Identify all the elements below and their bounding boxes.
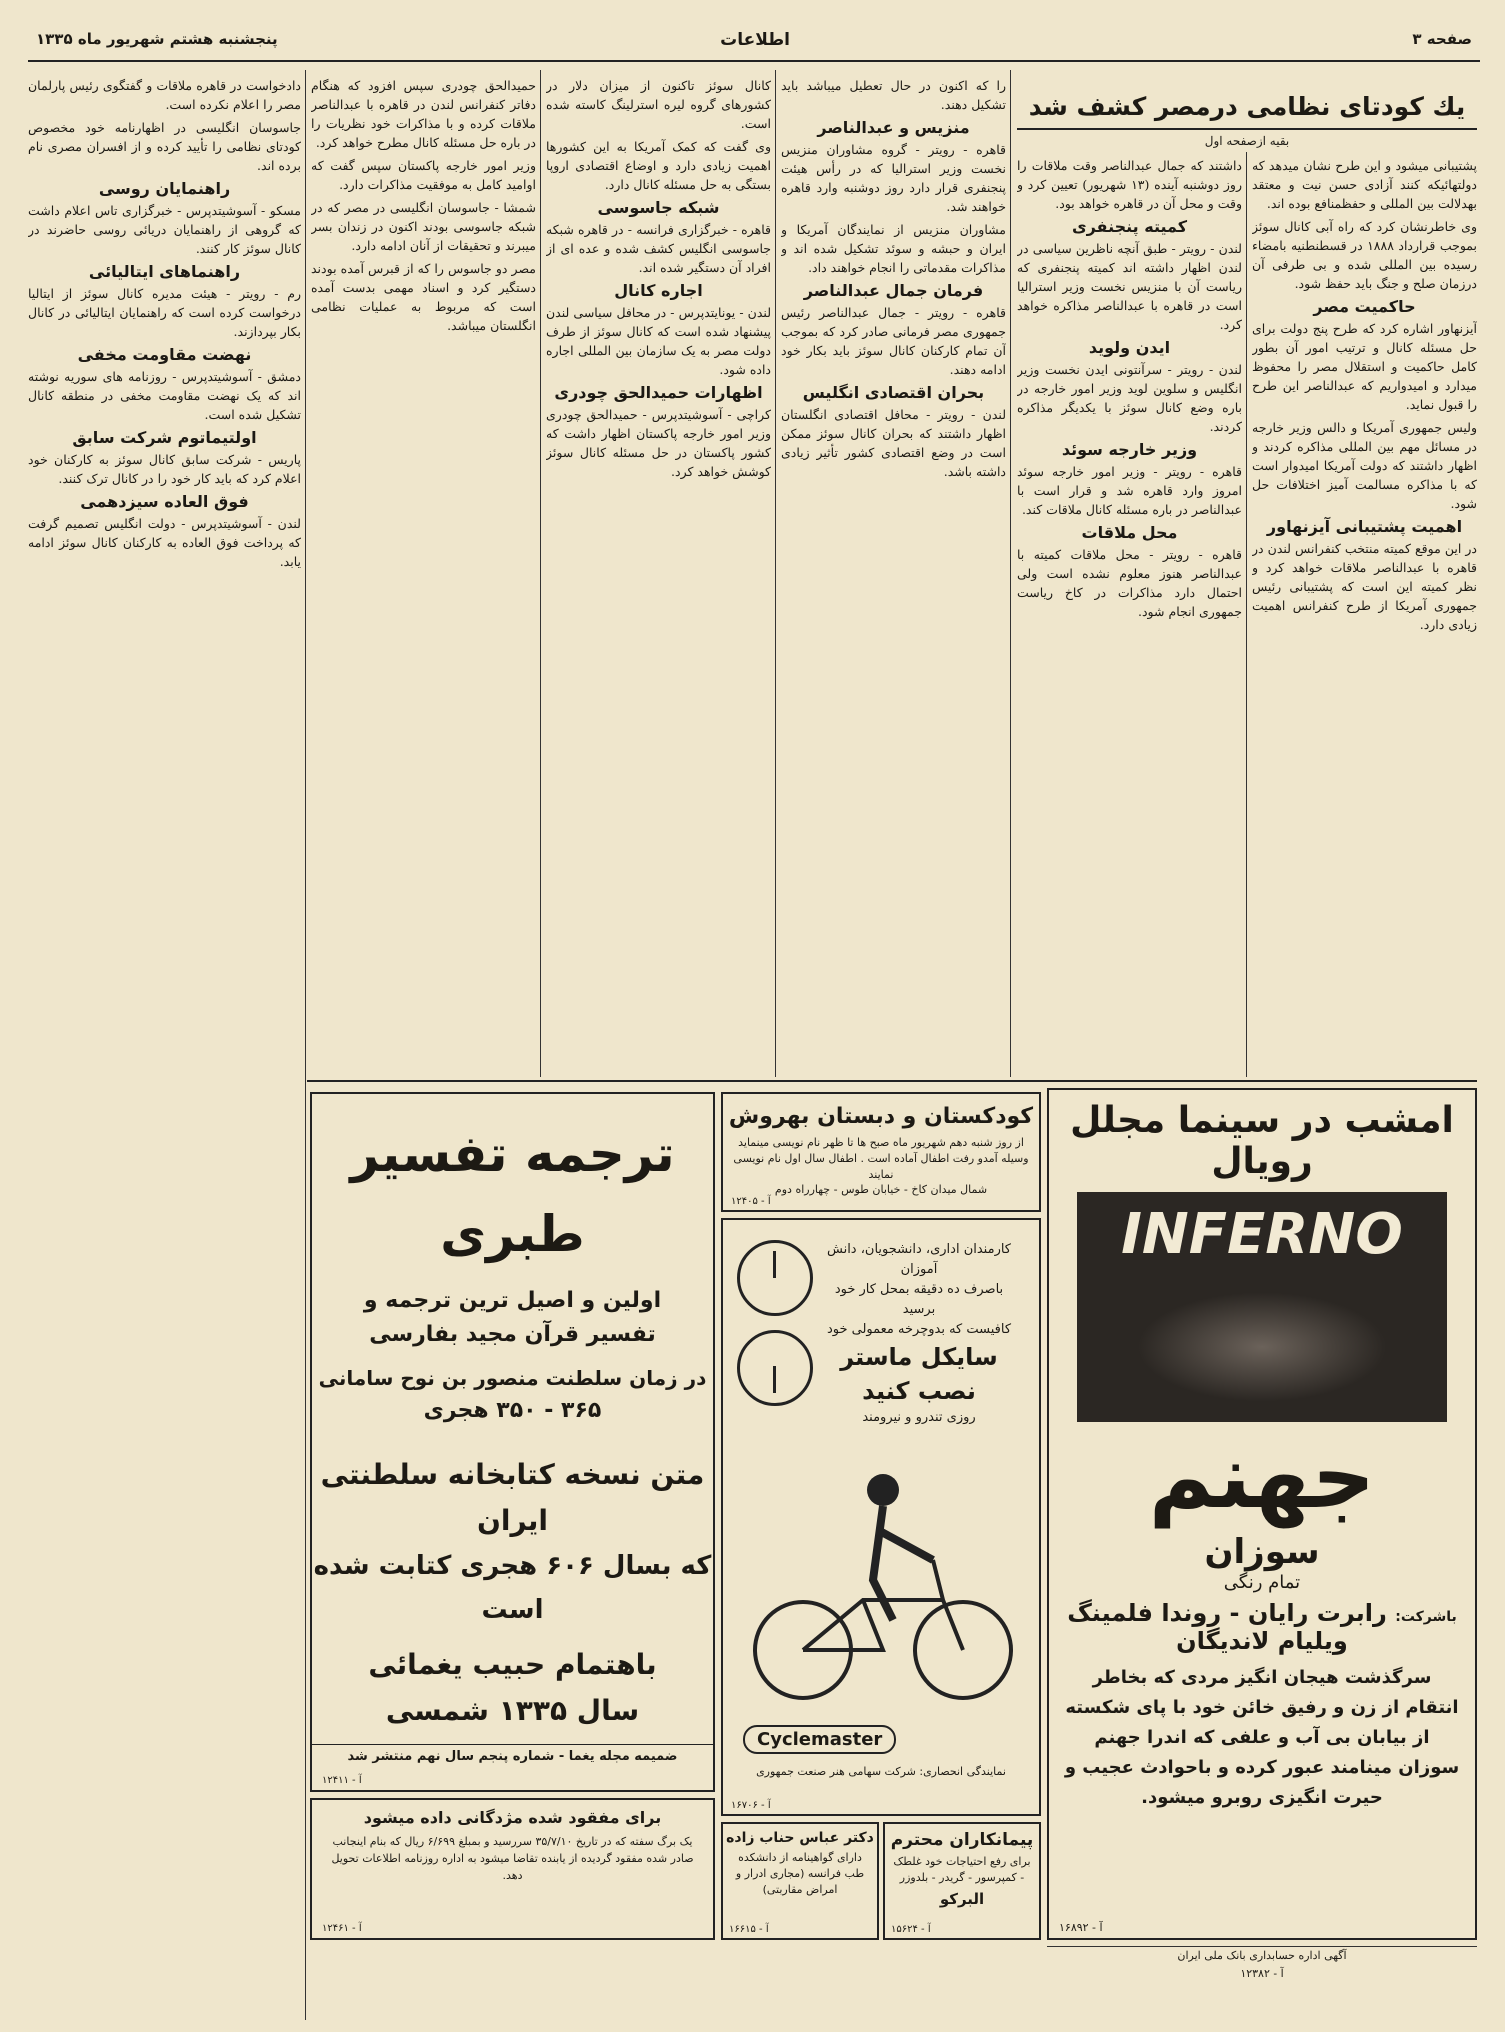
cast-3: ویلیام لاندیگان xyxy=(1176,1627,1348,1655)
contractor-ad xyxy=(883,1822,1041,1940)
contractor-title: پیمانکاران محترم xyxy=(890,1830,1034,1850)
ad-code: آ - ۱۲۴۱۱ xyxy=(322,1775,362,1786)
cycle-line-3: کافیست که بدوچرخه معمولی خود xyxy=(826,1322,1012,1337)
col6-s4 xyxy=(28,345,301,424)
film-poster-image xyxy=(1077,1192,1447,1422)
col6-s5 xyxy=(28,428,301,488)
section-text: جاسوسان انگلیسی در اظهارنامه خود مخصوص کودتای نظامی را تأیید کرده و از افسران مصری نام برده اند. xyxy=(28,120,301,173)
col1-s1 xyxy=(1252,217,1477,293)
col2-s2 xyxy=(1017,338,1242,436)
col6-s3 xyxy=(28,262,301,341)
section-text: مشاوران منزیس از نمایندگان آمریکا و ایران و حبشه و سوئد تشکیل شده اند و مذاکرات مقدماتی را انجام خواهند داد. xyxy=(781,222,1006,275)
doctor-text: دارای گواهینامه از دانشکده طب فرانسه (مجاری ادرار و امراض مقاربتی) xyxy=(735,1851,865,1896)
col2-s3 xyxy=(1017,440,1242,519)
section-heading: ایدن ولوید xyxy=(1088,338,1171,357)
tabari-line5: متن نسخه کتابخانه سلطنتی ایران xyxy=(320,1458,705,1537)
section-heading: محل ملاقات xyxy=(1081,523,1178,542)
section-heading: کمیته پنجنفری xyxy=(1071,217,1188,236)
ad-code: آ - ۱۲۴۰۵ xyxy=(731,1196,771,1207)
issue-date: پنجشنبه هشتم شهریور ماه ۱۳۳۵ xyxy=(36,30,278,48)
cast-label: باشرکت: xyxy=(1395,1609,1457,1625)
section-heading: اولتیماتوم شرکت سابق xyxy=(72,428,257,447)
col4-s4 xyxy=(546,383,771,481)
lost-text: یک برگ سفته که در تاریخ ۳۵/۷/۱۰ سررسید و بمبلغ ۶/۶۹۹ ریال که بنام اینجانب صادر شده مفقود گردیده از یابنده تقاضا میشود به اداره روزنامه اطلاعات تحویل دهد. xyxy=(331,1835,694,1882)
contractor-brand: البرکو xyxy=(939,1890,985,1908)
section-heading: منزیس و عبدالناصر xyxy=(817,118,970,137)
section-heading: راهنمایان روسی xyxy=(98,179,231,198)
clock-icon xyxy=(737,1330,813,1406)
col1-s0 xyxy=(1252,156,1477,213)
section-text: دمشق - آسوشیتدپرس - روزنامه های سوریه نوشته اند که یک نهضت مقاومت مخفی در منطقه کانال تشکیل شده است. xyxy=(28,369,301,422)
section-text: قاهره - رویتر - گروه مشاوران منزیس نخست وزیر استرالیا که در رأس هیئت پنجنفری قرار دارد روز دوشنبه وارد قاهره خواهند شد. xyxy=(781,142,1006,214)
section-heading: راهنماهای ایتالیائی xyxy=(88,262,241,281)
bank-notice xyxy=(1047,1946,1477,2022)
column-divider xyxy=(1010,70,1011,1077)
col3-s1 xyxy=(781,118,1006,216)
bicycle-rider-illustration xyxy=(743,1450,1023,1710)
article-column-2 xyxy=(1017,152,1242,1077)
newspaper-name: اطلاعات xyxy=(720,30,790,50)
film-sub: سوزان xyxy=(1204,1532,1320,1572)
section-text: لندن - آسوشیتدپرس - دولت انگلیس تصمیم گرفت که پرداخت فوق العاده به کارکنان کانال سوئز ادامه یابد. xyxy=(28,516,301,569)
cycle-line-2: باصرف ده دقیقه بمحل کار خود برسید xyxy=(834,1282,1004,1317)
doctor-ad xyxy=(721,1822,879,1940)
section-text: لندن - رویتر - محافل اقتصادی انگلستان اظهار داشتند که بحران کانال سوئز ممکن است در وضع اقتصادی کشور تأثیر زیادی داشته باشد. xyxy=(781,407,1006,479)
section-heading: بحران اقتصادی انگلیس xyxy=(802,383,985,402)
ad-code: آ - ۱۶۷۰۶ xyxy=(731,1800,771,1811)
section-text: داشتند که جمال عبدالناصر وقت ملاقات را روز دوشنبه آینده (۱۳ شهریور) تعیین کرد و وقت و محل آن در قاهره خواهد بود. xyxy=(1017,158,1242,211)
column-divider xyxy=(775,70,776,1077)
section-heading: نهضت مقاومت مخفی xyxy=(77,345,252,364)
column-divider xyxy=(1246,152,1247,1077)
section-text: پاریس - شرکت سابق کانال سوئز به کارکنان خود اعلام کرد که باید کار خود را در کانال ترک کنند. xyxy=(28,452,301,486)
section-heading: حاکمیت مصر xyxy=(1313,297,1416,316)
section-heading: اهمیت پشتیبانی آیزنهاور xyxy=(1266,517,1463,536)
main-headline: یك كودتای نظامی درمصر كشف شد xyxy=(1028,92,1466,121)
section-text: کراچی - آسوشیتدپرس - حمیدالحق چودری وزیر امور خارجه پاکستان اظهار داشت که کشور پاکستان در حل مسئله کانال سوئز کوشش خواهد کرد. xyxy=(546,407,771,479)
tabari-footer: ضمیمه مجله یغما - شماره پنجم سال نهم منتشر شد xyxy=(312,1744,713,1764)
cinema-line1: امشب در سینما مجلل xyxy=(1070,1100,1454,1141)
section-text: قاهره - رویتر - وزیر امور خارجه سوئد امروز وارد قاهره شد و قرار است با عبدالناصر در باره مسئله کانال ملاقات کند. xyxy=(1017,464,1242,517)
tabari-line6: که بسال ۶۰۶ هجری کتابت شده است xyxy=(313,1551,712,1625)
col2-s4 xyxy=(1017,523,1242,621)
headline-sub: بقیه ازصفحه اول xyxy=(1204,134,1290,148)
rider-body xyxy=(873,1506,933,1620)
col4-s0 xyxy=(546,76,771,133)
section-heading: فرمان جمال عبدالناصر xyxy=(803,281,984,300)
ad-code: آ - ۱۶۶۱۵ xyxy=(729,1924,769,1935)
col3-s2 xyxy=(781,220,1006,277)
lost-item-ad xyxy=(310,1798,715,1940)
tabari-book-ad xyxy=(310,1092,715,1792)
cast-1: رابرت رایان xyxy=(1247,1599,1387,1627)
doctor-title: دکتر عباس حناب زاده xyxy=(726,1830,874,1846)
tabari-title: ترجمه تفسیر طبری xyxy=(350,1125,675,1263)
page-number: صفحه ۳ xyxy=(1412,30,1472,48)
tabari-line7: باهتمام حبیب یغمائی xyxy=(368,1648,657,1681)
section-text: را که اکنون در حال تعطیل میباشد باید تشکیل دهند. xyxy=(781,78,1006,112)
film-title-fa: جهنم xyxy=(1148,1425,1376,1528)
rider-head xyxy=(867,1474,899,1506)
ad-code: آ - ۱۲۴۶۱ xyxy=(322,1923,362,1934)
film-description: سرگذشت هیجان انگیز مردی که بخاطر انتقام از زن و رفیق خائن خود با پای شکسته از بیابان بی آب و علفی که اندرا جهنم سوزان مینامند عبور کرده و باحوادث عجیب و حیرت انگیزی روبرو میشود. xyxy=(1064,1667,1460,1808)
lost-title: برای مفقود شده مژدگانی داده میشود xyxy=(363,1808,662,1827)
ad-code: آ - ۱۶۸۹۲ xyxy=(1059,1921,1103,1934)
column-divider xyxy=(540,70,541,1077)
tabari-line8: سال ۱۳۳۵ شمسی xyxy=(385,1694,640,1727)
section-text: حمیدالحق چودری سپس افزود که هنگام دفاتر کنفرانس لندن در قاهره با عبدالناصر ملاقات کرده و با مذاکرات خود نظریات را در باره حل مسئله کانال مطرح خواهد کرد. xyxy=(311,78,536,150)
cycle-line-5: روزی تندرو و نیرومند xyxy=(862,1410,976,1425)
headline-rule xyxy=(1017,128,1477,130)
cyclemaster-agent: نمایندگی انحصاری: شرکت سهامی هنر صنعت جمهوری xyxy=(756,1765,1006,1778)
section-text: آیزنهاور اشاره کرد که طرح پنج دولت برای حل مسئله کانال و ترتیب امور آن بطور کامل حاکمیت و استقلال مصر را محفوظ میدارد و امیدواریم که عبدالناصر این طرح را قبول نماید. xyxy=(1252,321,1477,412)
cast-2: روندا فلمینگ xyxy=(1067,1599,1222,1627)
cycle-line-4: سایکل ماستر نصب کنید xyxy=(840,1343,998,1405)
col6-s2 xyxy=(28,179,301,258)
col5-s1 xyxy=(311,156,536,194)
tabari-line2: اولین و اصیل ترین ترجمه و تفسیر قرآن مجید بفارسی xyxy=(363,1288,662,1347)
section-heading: شبکه جاسوسی xyxy=(597,198,720,217)
ads-divider xyxy=(307,1080,1477,1082)
section-text: قاهره - خبرگزاری فرانسه - در قاهره شبکه جاسوسی انگلیس کشف شده و عده ای از افراد آن دستگیر شده اند. xyxy=(546,222,771,275)
film-color: تمام رنگی xyxy=(1223,1572,1301,1593)
col5-s2 xyxy=(311,198,536,255)
section-text: لندن - رویتر - سرآنتونی ایدن نخست وزیر انگلیس و سلوین لوید وزیر امور خارجه در باره وضع کانال سوئز با یکدیگر مذاکره کردند. xyxy=(1017,362,1242,434)
column-divider xyxy=(305,70,306,2020)
col3-s0 xyxy=(781,76,1006,114)
page-header xyxy=(28,22,1480,62)
contractor-text: برای رفع احتیاجات خود غلطک - کمپرسور - گریدر - بلدوزر xyxy=(893,1855,1031,1884)
col3-s4 xyxy=(781,383,1006,481)
col6-s0 xyxy=(28,76,301,114)
cycle-line-1: کارمندان اداری، دانشجویان، دانش آموزان xyxy=(827,1242,1011,1277)
col1-s3 xyxy=(1252,418,1477,513)
section-text: وزیر امور خارجه پاکستان سپس گفت که اوامید کامل به موفقیت مذاکرات دارد. xyxy=(311,158,536,192)
section-text: در این موقع کمیته منتخب کنفرانس لندن در قاهره با عبدالناصر ملاقات خواهد کرد و نظر کمیته این است که پشتیبانی رئیس جمهوری آمریکا از طرح کنفرانس اهمیت زیادی دارد. xyxy=(1252,541,1477,632)
col5-s0 xyxy=(311,76,536,152)
col5-s3 xyxy=(311,259,536,335)
section-text: قاهره - رویتر - جمال عبدالناصر رئیس جمهوری مصر فرمانی صادر کرد که بموجب آن تمام کارکنان کانال سوئز باید بکار خود ادامه دهند. xyxy=(781,305,1006,377)
article-column-3 xyxy=(781,72,1006,1077)
section-heading: وزیر خارجه سوئد xyxy=(1061,440,1198,459)
cyclemaster-brand: Cyclemaster xyxy=(743,1725,896,1754)
section-text: ولیس جمهوری آمریکا و دالس وزیر خارجه در مسائل مهم بین المللی مذاکره کردند و اظهار داشتند که دولت آمریکا امیدوار است که با مذاکره مسالمت آمیز اختلافات حل شود. xyxy=(1252,420,1477,511)
col2-s0 xyxy=(1017,156,1242,213)
section-text: شمشا - جاسوسان انگلیسی در مصر که در شبکه جاسوسی بودند اکنون در زندان بسر میبرند و تحقیقات از آنان ادامه دارد. xyxy=(311,200,536,253)
col6-s6 xyxy=(28,492,301,571)
clock-icon xyxy=(737,1240,813,1316)
notice-text: آگهی اداره حسابداری بانک ملی ایران xyxy=(1177,1949,1347,1962)
kindergarten-address: شمال میدان کاخ - خیابان طوس - چهارراه دوم xyxy=(774,1183,988,1196)
poster-figures-image xyxy=(1137,1292,1387,1402)
kindergarten-text: از روز شنبه دهم شهریور ماه صبح ها تا ظهر نام نویسی مینماید وسیله آمدو رفت اطفال آماده است . اطفال سال اول نام نویسی نمایند xyxy=(733,1136,1029,1181)
col3-s3 xyxy=(781,281,1006,379)
article-column-4 xyxy=(546,72,771,1077)
section-text: مصر دو جاسوس را که از قبرس آمده بودند دستگیر کرد و اسناد مهمی بدست آمده است که مربوط به عملیات نظامی انگلستان میباشد. xyxy=(311,261,536,333)
col1-s4 xyxy=(1252,517,1477,634)
section-heading: فوق العاده سیزدهمی xyxy=(80,492,249,511)
kindergarten-ad xyxy=(721,1092,1041,1212)
section-text: کانال سوئز تاکنون از میزان دلار در کشورهای گروه لیره استرلینگ کاسته شده است. xyxy=(546,78,771,131)
article-column-5 xyxy=(311,72,536,1077)
col1-s2 xyxy=(1252,297,1477,414)
section-heading: اجاره کانال xyxy=(614,281,703,300)
cinema-ad: امشب در سینما مجلل رویال INFERNO جهنم سوزان تمام رنگی باشرکت: رابرت رایان - روندا فلمینگ ویلیام لاندیگان سرگذشت هیجان انگیز مردی که بخاطر انتقام از زن و رفیق خائن خود با پای شکسته از بیابان بی آب و علفی که اندرا جهنم سوزان مینامند عبور کرده و باحوادث عجیب و حیرت انگیزی روبرو میشود. آ - ۱۶۸۹۲ xyxy=(1047,1088,1477,1940)
col2-s1 xyxy=(1017,217,1242,334)
col4-s3 xyxy=(546,281,771,379)
tabari-line4: ۳۶۵ - ۳۵۰ هجری xyxy=(423,1398,602,1423)
film-title-en: INFERNO xyxy=(1121,1202,1403,1267)
section-text: قاهره - رویتر - محل ملاقات کمیته با عبدالناصر هنوز معلوم نشده است ولی احتمال دارد مذاکرات در کاخ ریاست جمهوری انجام شود. xyxy=(1017,547,1242,619)
section-text: مسکو - آسوشیتدپرس - خبرگزاری تاس اعلام داشت که گروهی از راهنمایان دریائی روسی حاضرند در کانال سوئز کار کنند. xyxy=(28,203,301,256)
col6-s1 xyxy=(28,118,301,175)
tabari-line3: در زمان سلطنت منصور بن نوح سامانی xyxy=(318,1366,707,1390)
section-text: دادخواست در قاهره ملاقات و گفتگوی رئیس پارلمان مصر را اعلام نکرده است. xyxy=(28,78,301,112)
kindergarten-title: کودکستان و دبستان بهروش xyxy=(728,1104,1034,1129)
cyclemaster-ad xyxy=(721,1218,1041,1816)
ad-code: آ - ۱۵۶۲۴ xyxy=(891,1924,931,1935)
section-text: لندن - یونایتدپرس - در محافل سیاسی لندن پیشنهاد شده است که کانال سوئز از طرف دولت مصر به یک سازمان بین المللی اجاره داده شود. xyxy=(546,305,771,377)
col4-s2 xyxy=(546,198,771,277)
section-text: وی گفت که کمک آمریکا به این کشورها اهمیت زیادی دارد و اوضاع اقتصادی اروپا بستگی به حل مسئله کانال دارد. xyxy=(546,139,771,192)
section-text: لندن - رویتر - طبق آنچه ناظرین سیاسی در لندن اظهار داشته اند کمیته پنجنفری که ریاست آن با منزیس نخست وزیر استرالیا است در قاهره با عبدالناصر مذاکره خواهد کرد. xyxy=(1017,241,1242,332)
col4-s1 xyxy=(546,137,771,194)
article-column-1 xyxy=(1252,152,1477,1077)
section-heading: اظهارات حمیدالحق چودری xyxy=(554,383,763,402)
section-text: رم - رویتر - هیئت مدیره کانال سوئز از ایتالیا درخواست کرده است که راهنمایان ایتالیائی در کانال بکار بپردازند. xyxy=(28,286,301,339)
section-text: وی خاطرنشان کرد که راه آبی کانال سوئز بموجب قرارداد ۱۸۸۸ در قسطنطنیه بامضاء رسیده بین المللی شده و بی طرفی آن درزمان صلح و جنگ باید حفظ شود. xyxy=(1252,219,1477,291)
notice-code: آ - ۱۲۳۸۲ xyxy=(1240,1967,1284,1980)
cinema-name: رویال xyxy=(1211,1141,1313,1182)
article-column-6 xyxy=(28,72,301,2020)
section-text: پشتیبانی میشود و این طرح نشان میدهد که دولتهائیکه کنند آزادی حسن نیت و معتقد بهدلالت بین المللی و حفظمنافع بوده اند. xyxy=(1252,158,1477,211)
